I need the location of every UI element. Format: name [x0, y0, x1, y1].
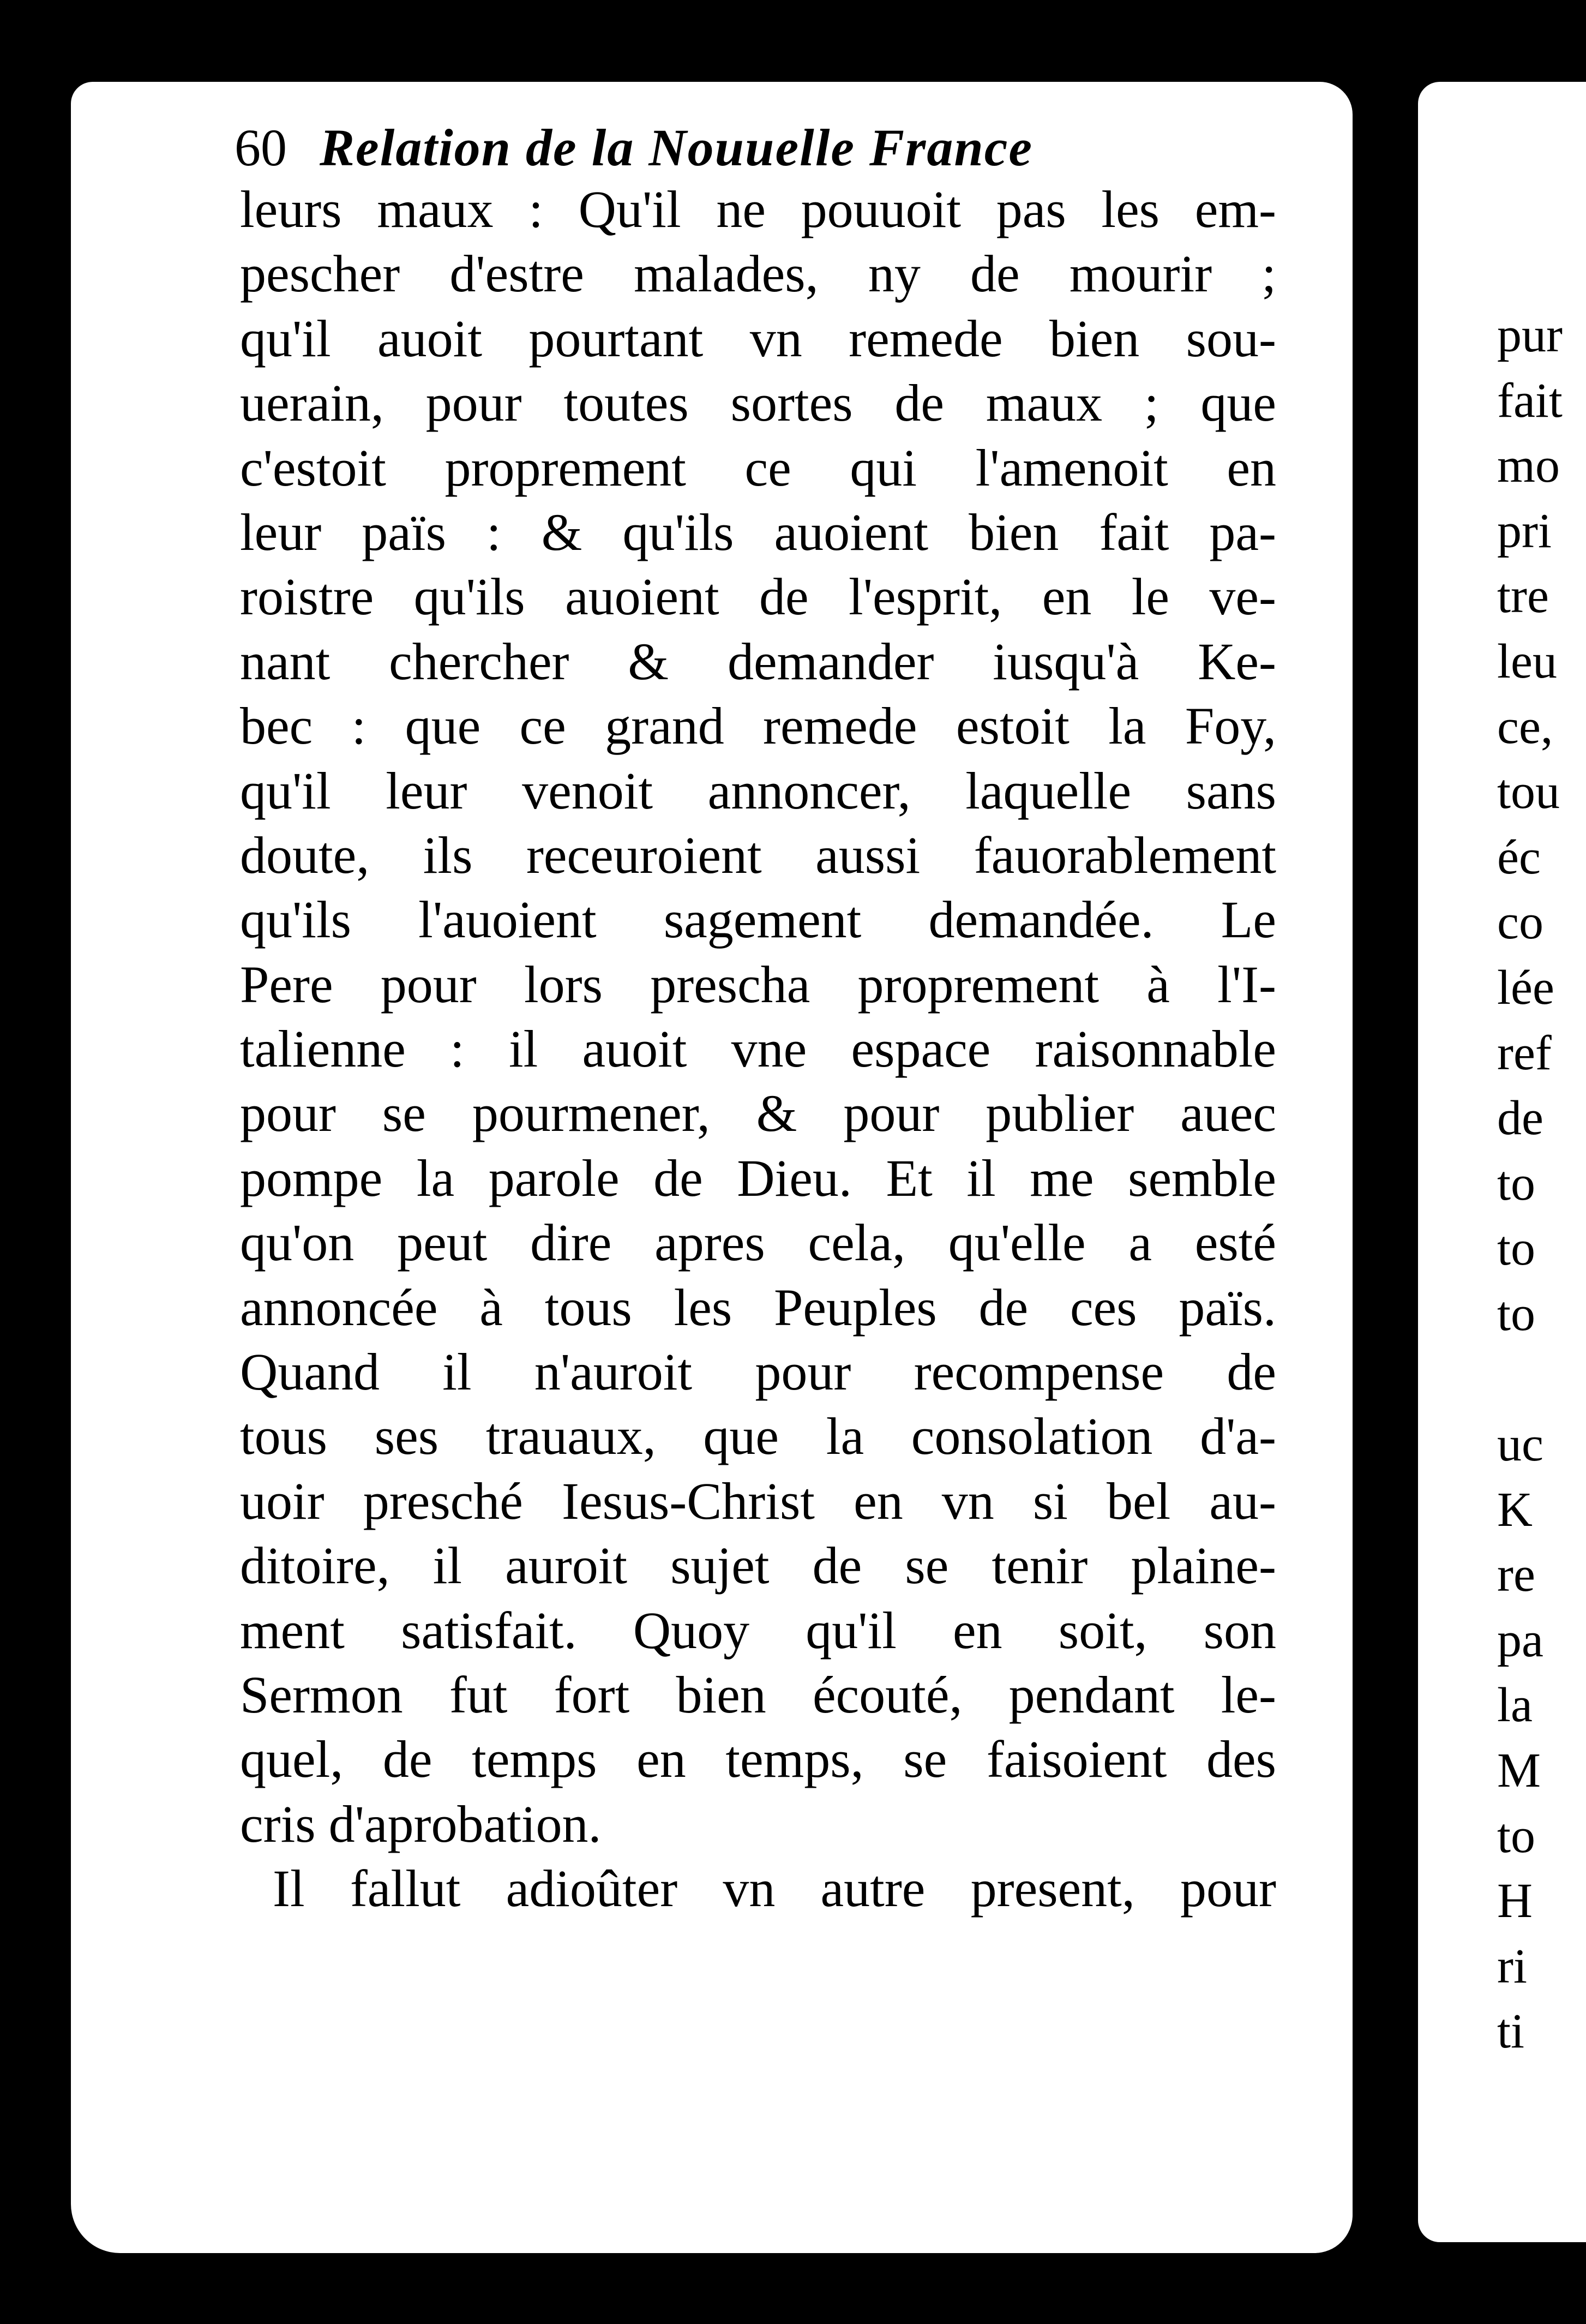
text-fragment: ti — [1497, 2004, 1525, 2059]
text-fragment: ri — [1497, 1939, 1527, 1993]
text-line: doute, ils receuroient aussi fauorablement — [240, 825, 1276, 884]
text-fragment: co — [1497, 895, 1543, 950]
book-gutter — [1353, 0, 1418, 2324]
text-fragment: tre — [1497, 569, 1549, 624]
text-line: pescher d'estre malades, ny de mourir ; — [240, 244, 1276, 303]
text-fragment — [1497, 1347, 1563, 1412]
text-line: cris d'aprobation. — [240, 1794, 602, 1853]
text-fragment: pur — [1497, 308, 1563, 362]
text-fragment: pa — [1497, 1613, 1543, 1667]
text-line: Il fallut adioûter vn autre present, pour — [273, 1859, 1276, 1918]
text-line: ment satisfait. Quoy qu'il en soit, son — [240, 1601, 1276, 1660]
text-line: qu'il leur venoit annoncer, laquelle sans — [240, 761, 1276, 820]
text-fragment: pri — [1497, 504, 1552, 558]
text-line: bec : que ce grand remede estoit la Foy, — [240, 697, 1276, 756]
text-line: ditoire, il auroit sujet de se tenir plaine- — [240, 1536, 1276, 1595]
text-fragment: lée — [1497, 960, 1554, 1015]
text-line: leurs maux : Qu'il ne pouuoit pas les em- — [240, 180, 1276, 238]
text-line: roistre qu'ils auoient de l'esprit, en le ve- — [240, 567, 1276, 626]
text-fragment: la — [1497, 1678, 1533, 1733]
text-fragment: to — [1497, 1221, 1536, 1276]
text-fragment: uc — [1497, 1417, 1543, 1472]
text-line: tous ses trauaux, que la consolation d'a- — [240, 1407, 1276, 1466]
text-line: nant chercher & demander iusqu'à Ke- — [240, 632, 1276, 691]
text-line: annoncée à tous les Peuples de ces païs. — [240, 1278, 1276, 1337]
page-number: 60 — [235, 118, 287, 177]
text-fragment: M — [1497, 1744, 1541, 1798]
text-fragment: to — [1497, 1156, 1536, 1211]
text-fragment: de — [1497, 1091, 1543, 1146]
text-fragment: to — [1497, 1286, 1536, 1341]
text-line: qu'il auoit pourtant vn remede bien sou- — [240, 309, 1276, 368]
text-fragment: éc — [1497, 830, 1541, 884]
text-line: qu'ils l'auoient sagement demandée. Le — [240, 890, 1276, 949]
text-fragment: mo — [1497, 439, 1560, 493]
text-fragment: re — [1497, 1548, 1535, 1602]
running-title: Relation de la Nouuelle France — [320, 118, 1033, 177]
text-fragment: ref — [1497, 1026, 1552, 1080]
text-line: pour se pourmener, & pour publier auec — [240, 1084, 1276, 1143]
text-line: uoir presché Iesus-Christ en vn si bel au- — [240, 1471, 1276, 1530]
text-fragment: fait — [1497, 373, 1563, 428]
text-fragment: H — [1497, 1874, 1533, 1928]
text-line: quel, de temps en temps, se faisoient des — [240, 1730, 1276, 1789]
text-line: c'estoit proprement ce qui l'amenoit en — [240, 438, 1276, 497]
text-line: pompe la parole de Dieu. Et il me semble — [240, 1148, 1276, 1207]
text-line: Pere pour lors prescha proprement à l'I- — [240, 955, 1276, 1014]
text-line: talienne : il auoit vne espace raisonnable — [240, 1020, 1276, 1079]
text-line: Sermon fut fort bien écouté, pendant le- — [240, 1665, 1276, 1724]
text-fragment: tou — [1497, 765, 1560, 819]
text-fragment: leu — [1497, 634, 1557, 688]
text-fragment: ce, — [1497, 699, 1553, 754]
right-page-text-fragments — [1497, 303, 1563, 2064]
text-line: qu'on peut dire apres cela, qu'elle a esté — [240, 1213, 1276, 1272]
left-page-text — [240, 177, 1276, 1921]
text-line: Quand il n'auroit pour recompense de — [240, 1343, 1276, 1401]
text-fragment: to — [1497, 1808, 1536, 1863]
text-line: uerain, pour toutes sortes de maux ; que — [240, 374, 1276, 433]
text-line: leur païs : & qu'ils auoient bien fait pa- — [240, 502, 1276, 561]
text-fragment: K — [1497, 1482, 1533, 1537]
page-header — [235, 117, 1033, 178]
